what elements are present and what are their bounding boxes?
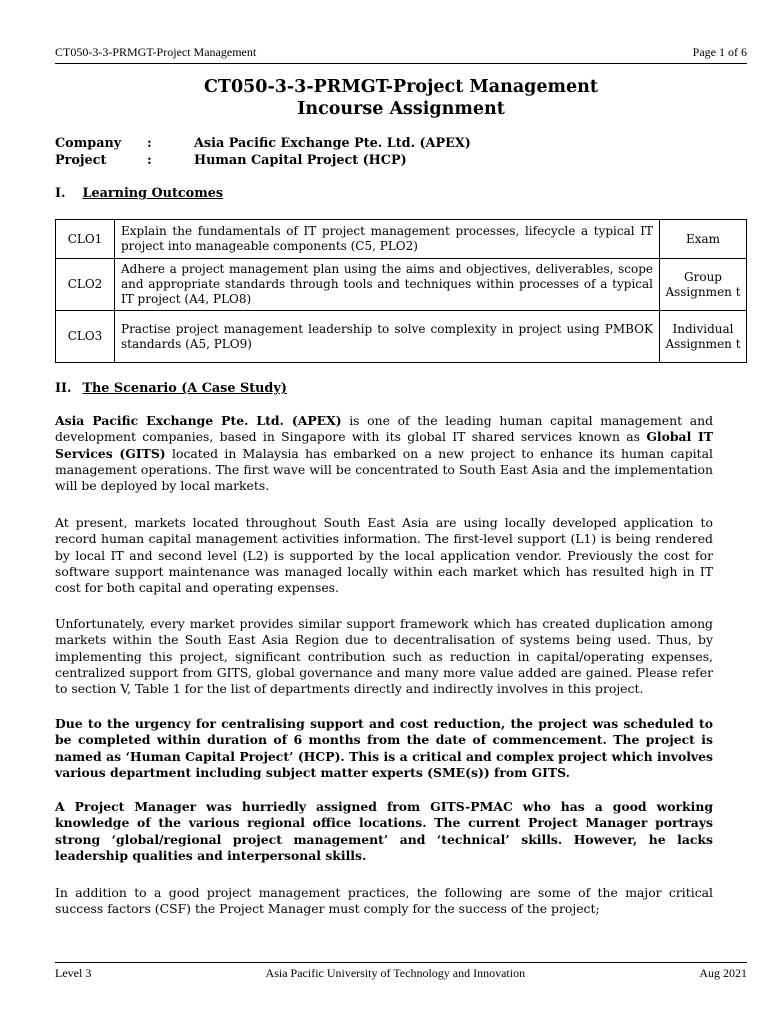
meta-value: Asia Pacific Exchange Pte. Ltd. (APEX) [194, 136, 471, 151]
clo-description: Practise project management leadership to solve complexity in project using PMBOK standards (A5, PLO9) [115, 311, 660, 363]
meta-row-project [55, 152, 471, 169]
learning-outcomes-table [55, 219, 747, 363]
document-title [55, 76, 747, 120]
header-page-number: Page 1 of 6 [692, 45, 747, 59]
paragraph-intro [55, 413, 713, 494]
section-scenario [55, 380, 287, 397]
clo-assessment: Exam [660, 220, 747, 259]
meta-key: Company [55, 136, 122, 151]
title-line-1: CT050-3-3-PRMGT-Project Management [204, 77, 598, 97]
paragraph-text: located in Malaysia has embarked on a new project to enhance its human capital management operations. The first wave will be concentrated to South East Asia and the implementation will be deployed by local markets. [55, 445, 713, 494]
meta-value: Human Capital Project (HCP) [194, 153, 407, 168]
header-divider [55, 63, 747, 64]
company-name-bold: Asia Pacific Exchange Pte. Ltd. (APEX) [55, 413, 342, 428]
section-number: I. [55, 186, 66, 201]
meta-key: Project [55, 153, 107, 168]
clo-assessment: Group Assignmen t [660, 259, 747, 311]
footer-divider [55, 962, 747, 963]
header-course-code: CT050-3-3-PRMGT-Project Management [55, 45, 257, 59]
paragraph-urgency: Due to the urgency for centralising support and cost reduction, the project was scheduled to be completed within duration of 6 months from the date of commencement. The project is named as ‘Human Capital Project’ (HCP). This is a critical and complex project which involves various department including subject matter experts (SME(s)) from GITS. [55, 716, 713, 780]
footer-university: Asia Pacific University of Technology and Innovation [265, 965, 526, 980]
meta-separator: : [147, 136, 152, 151]
table-row [56, 259, 747, 311]
table-row [56, 311, 747, 363]
section-number: II. [55, 381, 72, 396]
clo-description: Explain the fundamentals of IT project management processes, lifecycle a typical IT project into manageable components (C5, PLO2) [115, 220, 660, 259]
section-heading: The Scenario (A Case Study) [82, 381, 287, 396]
section-learning-outcomes [55, 185, 223, 202]
gits-name-bold: Global IT Services (GITS) [55, 429, 713, 461]
section-heading: Learning Outcomes [82, 186, 224, 201]
paragraph-text: is one of the leading human capital management and development companies, based in Singapore with its global IT shared services known as [55, 413, 713, 445]
title-line-2: Incourse Assignment [297, 99, 505, 119]
paragraph-present-markets: At present, markets located throughout South East Asia are using locally developed application to record human capital management activities information. The first-level support (L1) is being rendered by local IT and second level (L2) is supported by the local application vendor. Previously the cost for software support maintenance was managed locally within each market which has resulted high in IT cost for both capital and operating expenses. [55, 515, 713, 596]
clo-code: CLO3 [56, 311, 115, 363]
clo-assessment: Individual Assignmen t [660, 311, 747, 363]
document-page [55, 0, 747, 1024]
paragraph-project-manager: A Project Manager was hurriedly assigned from GITS-PMAC who has a good working knowledge of the various regional office locations. The current Project Manager portrays strong ‘global/regional project management’ and ‘technical’ skills. However, he lacks leadership qualities and interpersonal skills. [55, 799, 713, 863]
footer-level: Level 3 [55, 965, 92, 980]
paragraph-duplication: Unfortunately, every market provides similar support framework which has created duplication among markets within the South East Asia Region due to decentralisation of systems being used. Thus, by implementing this project, significant contribution such as reduction in capital/operating expenses, centralized support from GITS, global governance and many more value added are gained. Please refer to section V, Table 1 for the list of departments directly and indirectly involves in this project. [55, 616, 713, 697]
project-meta [55, 135, 471, 169]
meta-separator: : [147, 153, 152, 168]
clo-code: CLO2 [56, 259, 115, 311]
table-row [56, 220, 747, 259]
meta-row-company [55, 135, 471, 152]
paragraph-csf-intro: In addition to a good project management practices, the following are some of the major critical success factors (CSF) the Project Manager must comply for the success of the project; [55, 885, 713, 917]
clo-code: CLO1 [56, 220, 115, 259]
page-header [55, 44, 747, 60]
page-footer [55, 965, 747, 981]
footer-date: Aug 2021 [699, 965, 747, 980]
clo-description: Adhere a project management plan using the aims and objectives, deliverables, scope and appropriate standards through tools and techniques within processes of a typical IT project (A4, PLO8) [115, 259, 660, 311]
